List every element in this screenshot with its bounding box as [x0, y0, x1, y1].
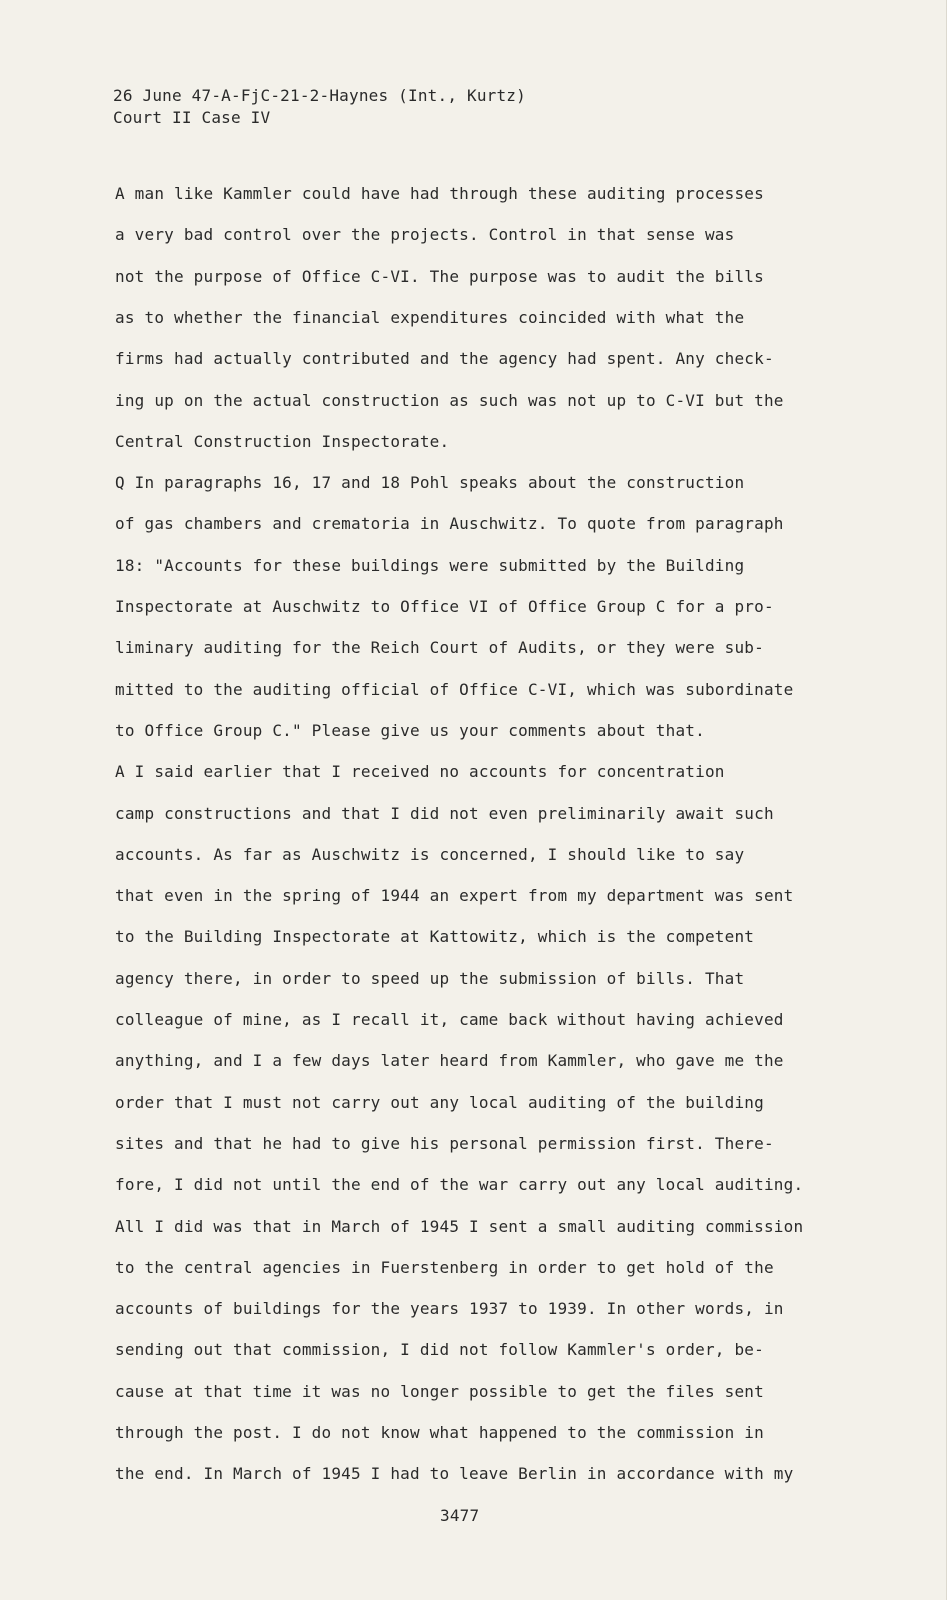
transcript-line: colleague of mine, as I recall it, came back without having achieved: [115, 1010, 784, 1029]
transcript-line: of gas chambers and crematoria in Auschwitz. To quote from paragraph: [115, 514, 784, 534]
transcript-line: 18: "Accounts for these buildings were submitted by the Building: [115, 555, 745, 575]
transcript-line: as to whether the financial expenditures coincided with what the: [115, 307, 745, 327]
header-date-case-line: 26 June 47-A-FjC-21-2-Haynes (Int., Kurtz): [113, 86, 526, 105]
transcript-line: agency there, in order to speed up the submission of bills. That: [115, 968, 745, 988]
transcript-line: Central Construction Inspectorate.: [115, 431, 450, 451]
transcript-line: All I did was that in March of 1945 I sent a small auditing commission: [115, 1216, 804, 1236]
transcript-line: to the Building Inspectorate at Kattowitz, which is the competent: [115, 927, 755, 947]
transcript-line: anything, and I a few days later heard from Kammler, who gave me the: [115, 1051, 784, 1071]
transcript-line: not the purpose of Office C-VI. The purpose was to audit the bills: [115, 266, 764, 286]
transcript-line: through the post. I do not know what happened to the commission in: [115, 1423, 764, 1442]
transcript-line: Inspectorate at Auschwitz to Office VI of Office Group C for a pro-: [115, 597, 774, 616]
transcript-line: cause at that time it was no longer possible to get the files sent: [115, 1381, 764, 1401]
transcript-line: A man like Kammler could have had through these auditing processes: [115, 184, 764, 203]
transcript-line: order that I must not carry out any local auditing of the building: [115, 1092, 764, 1112]
transcript-line: camp constructions and that I did not even preliminarily await such: [115, 803, 774, 823]
transcript-line: a very bad control over the projects. Control in that sense was: [115, 225, 735, 245]
transcript-line: that even in the spring of 1944 an expert from my department was sent: [115, 886, 794, 906]
transcript-line: to the central agencies in Fuerstenberg in order to get hold of the: [115, 1257, 774, 1277]
page-number: 3477: [440, 1506, 480, 1525]
transcript-line: accounts of buildings for the years 1937 to 1939. In other words, in: [115, 1299, 784, 1319]
transcript-line: sending out that commission, I did not follow Kammler's order, be-: [115, 1340, 764, 1360]
transcript-line: the end. In March of 1945 I had to leave Berlin in accordance with my: [115, 1464, 794, 1484]
transcript-line: sites and that he had to give his personal permission first. There-: [115, 1133, 774, 1153]
transcript-line: firms had actually contributed and the agency had spent. Any check-: [115, 349, 774, 369]
transcript-line: fore, I did not until the end of the war carry out any local auditing.: [115, 1175, 804, 1195]
transcript-line: liminary auditing for the Reich Court of Audits, or they were sub-: [115, 638, 764, 658]
transcript-line: accounts. As far as Auschwitz is concerned, I should like to say: [115, 844, 745, 864]
transcript-line: ing up on the actual construction as such was not up to C-VI but the: [115, 390, 784, 410]
transcript-line: Q In paragraphs 16, 17 and 18 Pohl speaks about the construction: [115, 473, 745, 493]
transcript-line: to Office Group C." Please give us your comments about that.: [115, 720, 705, 740]
transcript-line: A I said earlier that I received no accounts for concentration: [115, 762, 725, 782]
header-court-case-line: Court II Case IV: [113, 108, 271, 127]
transcript-line: mitted to the auditing official of Office C-VI, which was subordinate: [115, 679, 794, 699]
